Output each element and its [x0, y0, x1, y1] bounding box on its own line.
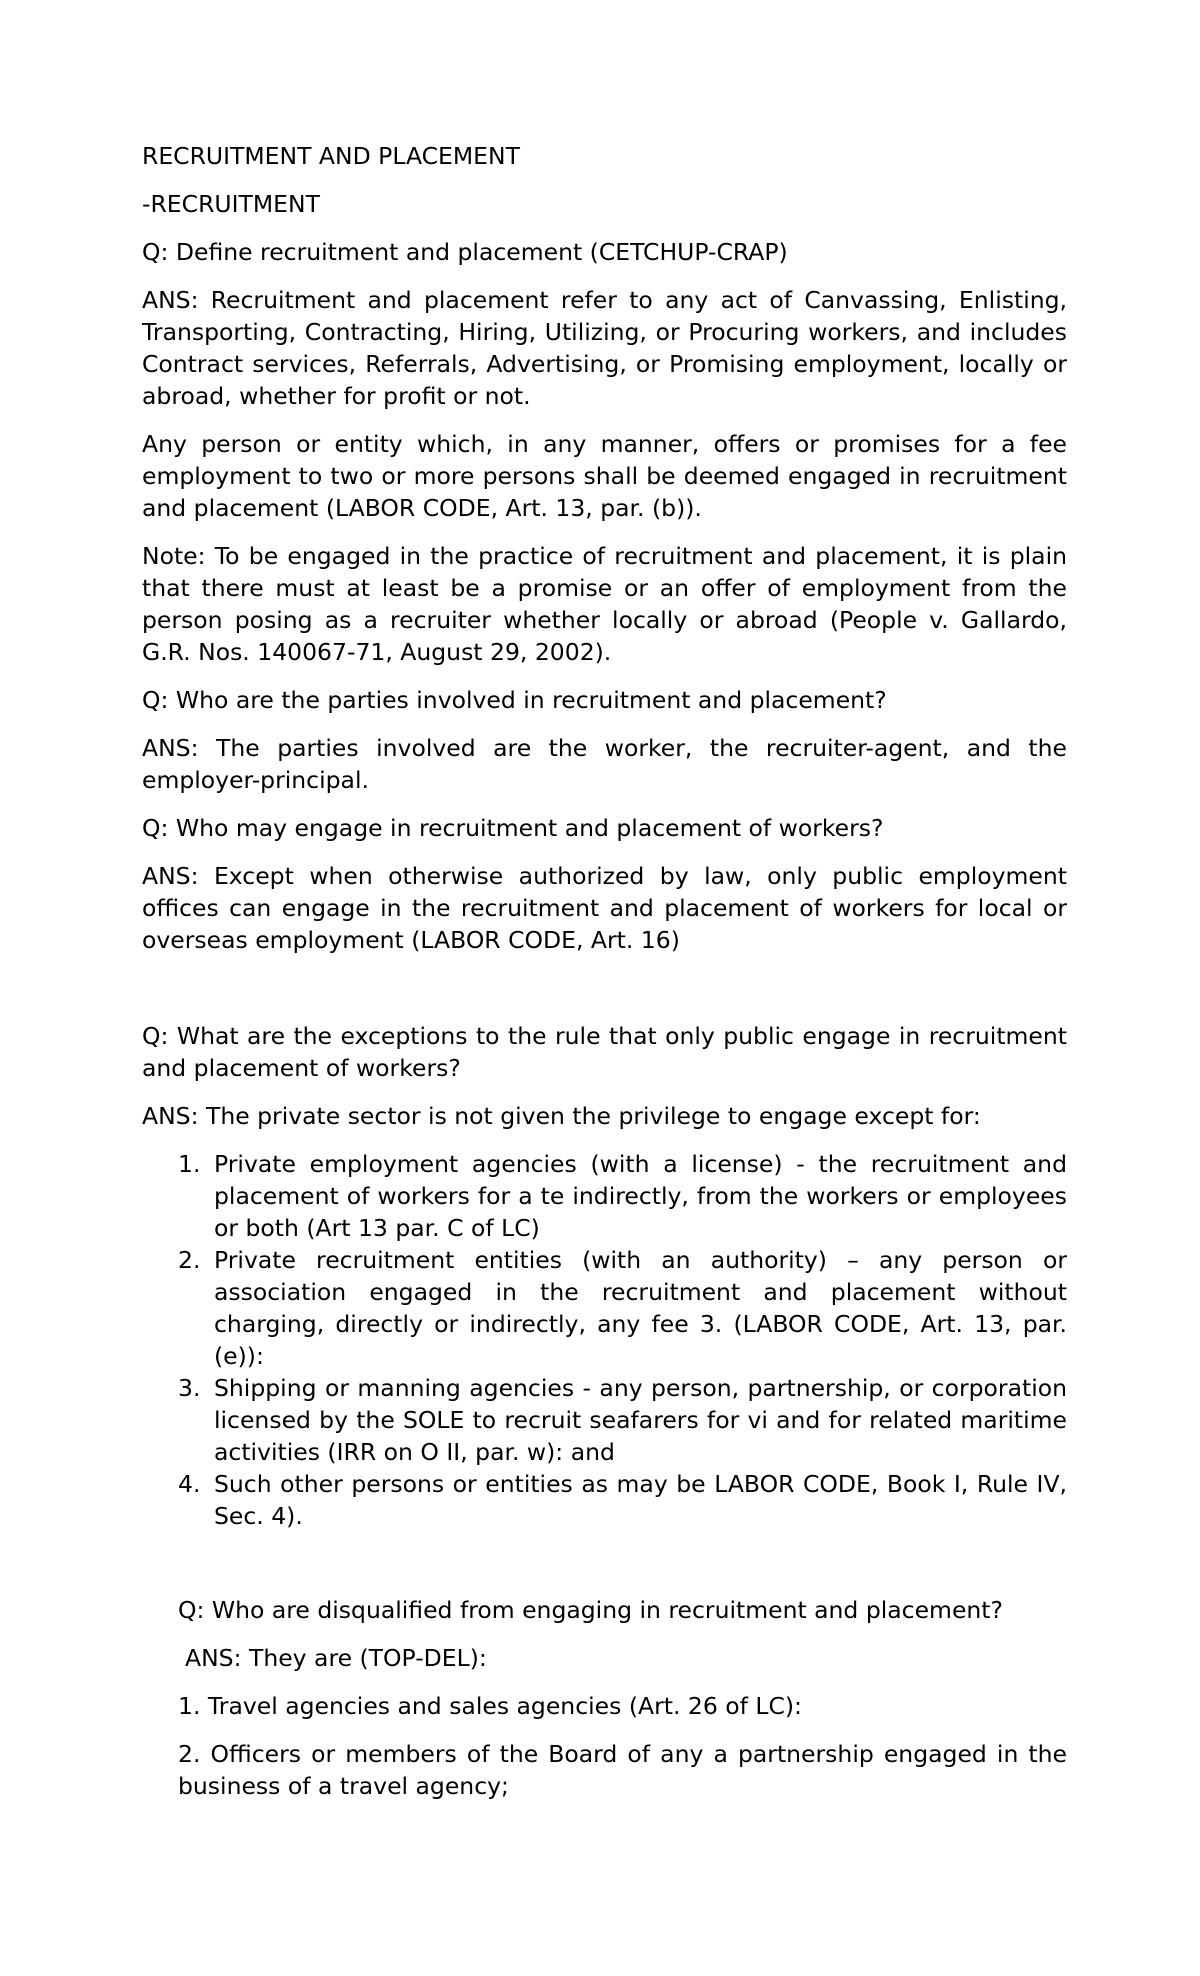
section-heading: -RECRUITMENT	[142, 190, 320, 218]
answer-exceptions: ANS: The private sector is not given the privilege to engage except for:	[142, 1102, 981, 1130]
list-item	[142, 1372, 1067, 1468]
list-item-number: 3.	[178, 1374, 201, 1402]
answer-disqualified: ANS: They are (TOP-DEL):	[185, 1644, 487, 1672]
note-paragraph: Note: To be engaged in the practice of recruitment and placement, it is plain that there must at least be a promise or an offer of employment from the person posing as a recruiter whether locally or abroad (People v. Gallardo, G.R. Nos. 140067-71, August 29, 2002).	[142, 542, 1067, 666]
document-title: RECRUITMENT AND PLACEMENT	[142, 142, 520, 170]
document-page	[142, 140, 1067, 1818]
list-item-text: Shipping or manning agencies - any person, partnership, or corporation licensed by the SOLE to recruit seafarers for vi and for related maritime activities (IRR on O II, par. w): and	[214, 1374, 1067, 1466]
disqualified-item: 1. Travel agencies and sales agencies (Art. 26 of LC):	[178, 1692, 802, 1720]
list-item-text: Private recruitment entities (with an authority) – any person or association engaged in the recruitment and placement without charging, directly or indirectly, any fee 3. (LABOR CODE, Art. 13, par. (e)):	[214, 1246, 1067, 1370]
answer-who-may-engage: ANS: Except when otherwise authorized by law, only public employment offices can engage in the recruitment and placement of workers for local or overseas employment (LABOR CODE, Art. 16)	[142, 862, 1067, 954]
question-parties: Q: Who are the parties involved in recruitment and placement?	[142, 686, 887, 714]
answer-define-fee: Any person or entity which, in any manner, offers or promises for a fee employment to two or more persons shall be deemed engaged in recruitment and placement (LABOR CODE, Art. 13, par. (b)).	[142, 430, 1067, 522]
question-disqualified: Q: Who are disqualified from engaging in recruitment and placement?	[178, 1596, 1003, 1624]
list-item-number: 1.	[178, 1150, 201, 1178]
list-item	[142, 1468, 1067, 1532]
question-who-may-engage: Q: Who may engage in recruitment and placement of workers?	[142, 814, 884, 842]
blank-line	[142, 972, 1067, 1020]
list-item	[142, 1148, 1067, 1244]
list-item-number: 2.	[178, 1246, 201, 1274]
disqualified-item: 2. Officers or members of the Board of any a partnership engaged in the business of a travel agency;	[178, 1740, 1067, 1800]
answer-define: ANS: Recruitment and placement refer to any act of Canvassing, Enlisting, Transporting, Contracting, Hiring, Utilizing, or Procuring workers, and includes Contract services, Referrals, Advertising, or Promising employment, locally or abroad, whether for profit or not.	[142, 286, 1067, 410]
exceptions-list	[142, 1148, 1067, 1532]
list-item	[142, 1244, 1067, 1372]
answer-parties: ANS: The parties involved are the worker, the recruiter-agent, and the employer-principal.	[142, 734, 1067, 794]
question-exceptions: Q: What are the exceptions to the rule that only public engage in recruitment and placement of workers?	[142, 1022, 1067, 1082]
list-item-number: 4.	[178, 1470, 201, 1498]
question-define: Q: Define recruitment and placement (CETCHUP-CRAP)	[142, 238, 788, 266]
blank-line	[142, 1548, 1067, 1594]
list-item-text: Private employment agencies (with a license) - the recruitment and placement of workers for a te indirectly, from the workers or employees or both (Art 13 par. C of LC)	[214, 1150, 1067, 1242]
list-item-text: Such other persons or entities as may be LABOR CODE, Book I, Rule IV, Sec. 4).	[214, 1470, 1067, 1530]
